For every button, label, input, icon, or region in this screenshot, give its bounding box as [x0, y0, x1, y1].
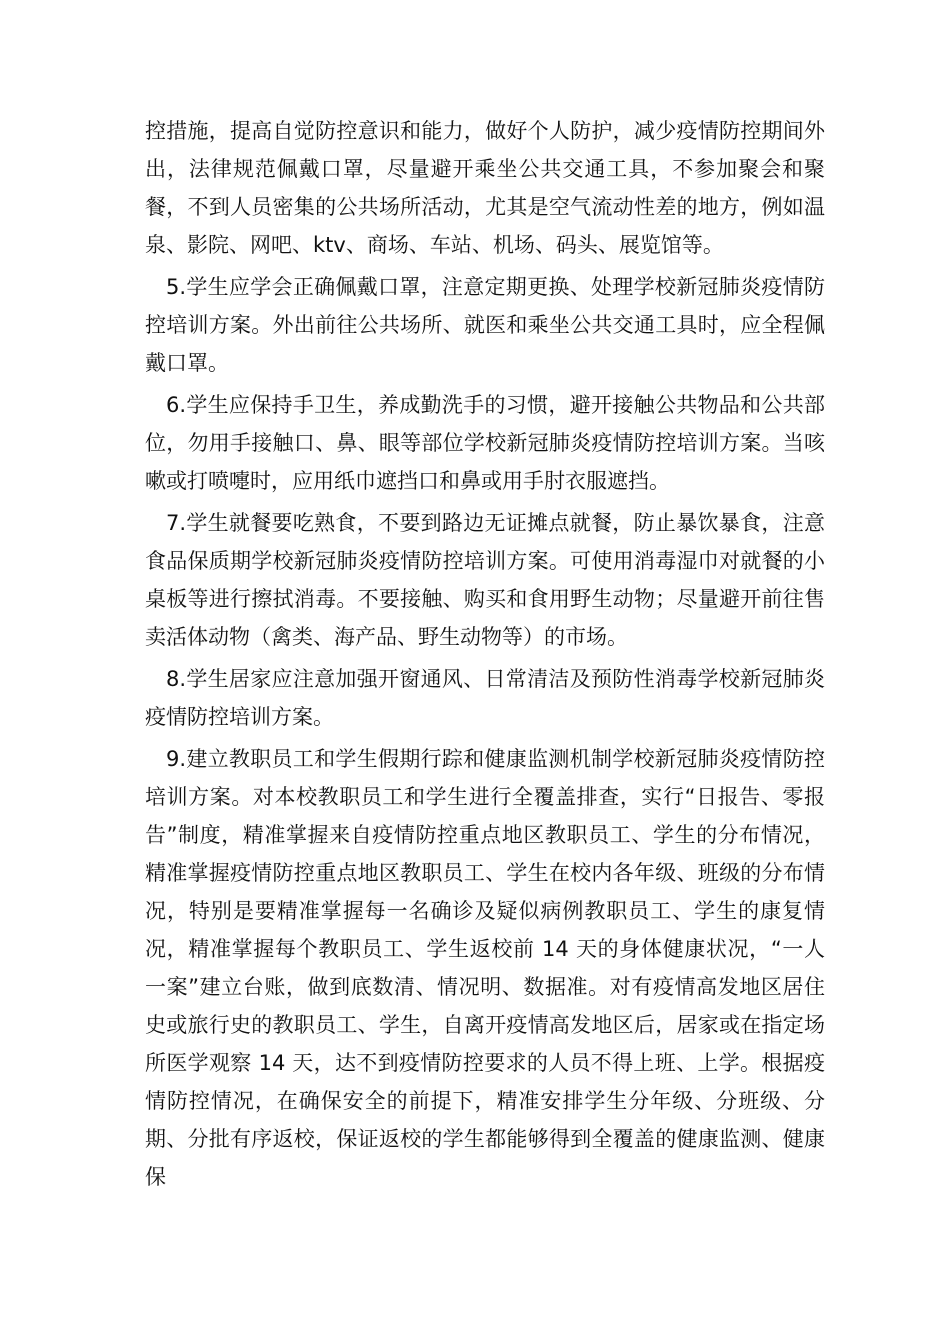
paragraph-continuation: 控措施，提高自觉防控意识和能力，做好个人防护，减少疫情防控期间外出，法律规范佩戴口罩，尽量避开乘坐公共交通工具，不参加聚会和聚餐，不到人员密集的公共场所活动，尤其是空气流动性差的地方，例如温泉、影院、网吧、ktv、商场、车站、机场、码头、展览馆等。 [145, 119, 825, 257]
paragraph-item-6: 6.学生应保持手卫生，养成勤洗手的习惯，避开接触公共物品和公共部位，勿用手接触口、鼻、眼等部位学校新冠肺炎疫情防控培训方案。当咳嗽或打喷嚏时，应用纸巾遮挡口和鼻或用手肘衣服遮挡。 [145, 393, 825, 493]
document-body [145, 112, 825, 1200]
paragraph-item-8: 8.学生居家应注意加强开窗通风、日常清洁及预防性消毒学校新冠肺炎疫情防控培训方案。 [145, 667, 825, 729]
paragraph-item-5: 5.学生应学会正确佩戴口罩，注意定期更换、处理学校新冠肺炎疫情防控培训方案。外出前往公共场所、就医和乘坐公共交通工具时，应全程佩戴口罩。 [145, 275, 825, 375]
paragraph-item-7: 7.学生就餐要吃熟食，不要到路边无证摊点就餐，防止暴饮暴食，注意食品保质期学校新冠肺炎疫情防控培训方案。可使用消毒湿巾对就餐的小桌板等进行擦拭消毒。不要接触、购买和食用野生动物；尽量避开前往售卖活体动物（禽类、海产品、野生动物等）的市场。 [145, 511, 825, 649]
paragraph-item-9: 9.建立教职员工和学生假期行踪和健康监测机制学校新冠肺炎疫情防控培训方案。对本校教职员工和学生进行全覆盖排查，实行“日报告、零报告”制度，精准掌握来自疫情防控重点地区教职员工、学生的分布情况，精准掌握疫情防控重点地区教职员工、学生在校内各年级、班级的分布情况，特别是要精准掌握每一名确诊及疑似病例教职员工、学生的康复情况，精准掌握每个教职员工、学生返校前 14 天的身体健康状况，“一人一案”建立台账，做到底数清、情况明、数据准。对有疫情高发地区居住史或旅行史的教职员工、学生，自离开疫情高发地区后，居家或在指定场所医学观察 14 天，达不到疫情防控要求的人员不得上班、上学。根据疫情防控情况，在确保安全的前提下，精准安排学生分年级、分班级、分期、分批有序返校，保证返校的学生都能够得到全覆盖的健康监测、健康保 [145, 747, 825, 1189]
